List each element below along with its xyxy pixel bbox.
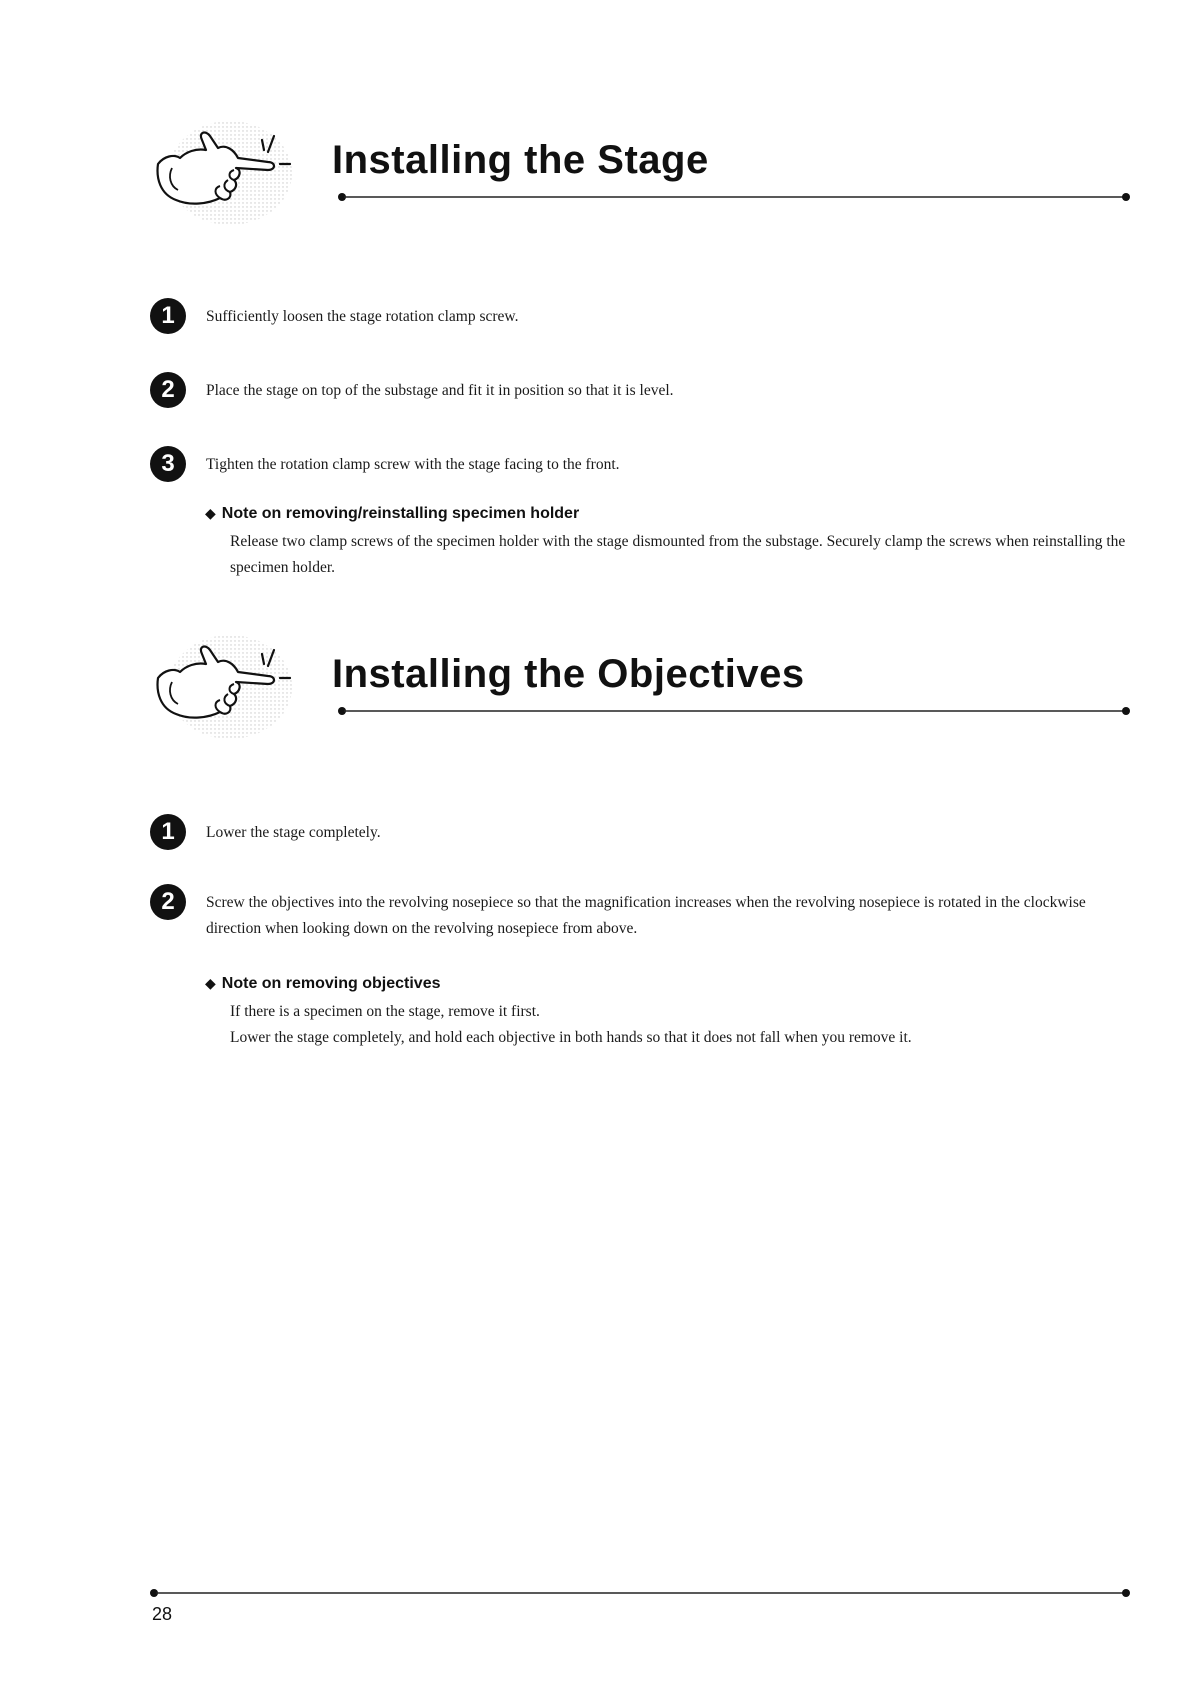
note-line: Lower the stage completely, and hold each objective in both hands so that it does not fall when you remove it. [230, 1029, 912, 1046]
pointing-hand-icon [150, 118, 300, 228]
note-line: If there is a specimen on the stage, remove it first. [230, 1003, 540, 1020]
section-title-objectives: Installing the Objectives [332, 652, 805, 696]
numbered-circle-icon: 2 [150, 372, 186, 408]
numbered-circle-icon: 1 [150, 814, 186, 850]
step-text: Lower the stage completely. [206, 824, 381, 841]
note-heading [205, 502, 1130, 525]
numbered-circle-icon: 1 [150, 298, 186, 334]
section-title-stage: Installing the Stage [332, 138, 709, 182]
note-line: Release two clamp screws of the specimen holder with the stage dismounted from the substage. Securely clamp the screws when reinstalling the specimen holder. [230, 533, 1126, 576]
section-header-stage [150, 118, 1130, 228]
note-heading-text: Note on removing/reinstalling specimen holder [221, 505, 580, 522]
pointing-hand-icon [150, 632, 300, 742]
step-text: Place the stage on top of the substage and fit it in position so that it is level. [206, 382, 674, 399]
page-number: 28 [152, 1604, 173, 1624]
step-text: Tighten the rotation clamp screw with the stage facing to the front. [206, 456, 620, 473]
section-header-objectives [150, 632, 1130, 742]
numbered-circle-icon: 3 [150, 446, 186, 482]
title-underline [338, 192, 1130, 202]
note-body [230, 999, 1130, 1051]
footer-rule [150, 1588, 1130, 1598]
diamond-bullet-icon: ◆ [205, 975, 216, 991]
note-block [205, 972, 1130, 1051]
note-heading [205, 972, 1130, 995]
numbered-circle-icon: 2 [150, 884, 186, 920]
title-underline [338, 706, 1130, 716]
note-body [230, 529, 1130, 581]
diamond-bullet-icon: ◆ [205, 505, 216, 521]
step-text: Sufficiently loosen the stage rotation clamp screw. [206, 308, 519, 325]
step-text: Screw the objectives into the revolving nosepiece so that the magnification increases when the revolving nosepiece is rotated in the clockwise direction when looking down on the revolving nosepiece from above. [206, 894, 1086, 937]
note-heading-text: Note on removing objectives [221, 975, 441, 992]
note-block [205, 502, 1130, 581]
